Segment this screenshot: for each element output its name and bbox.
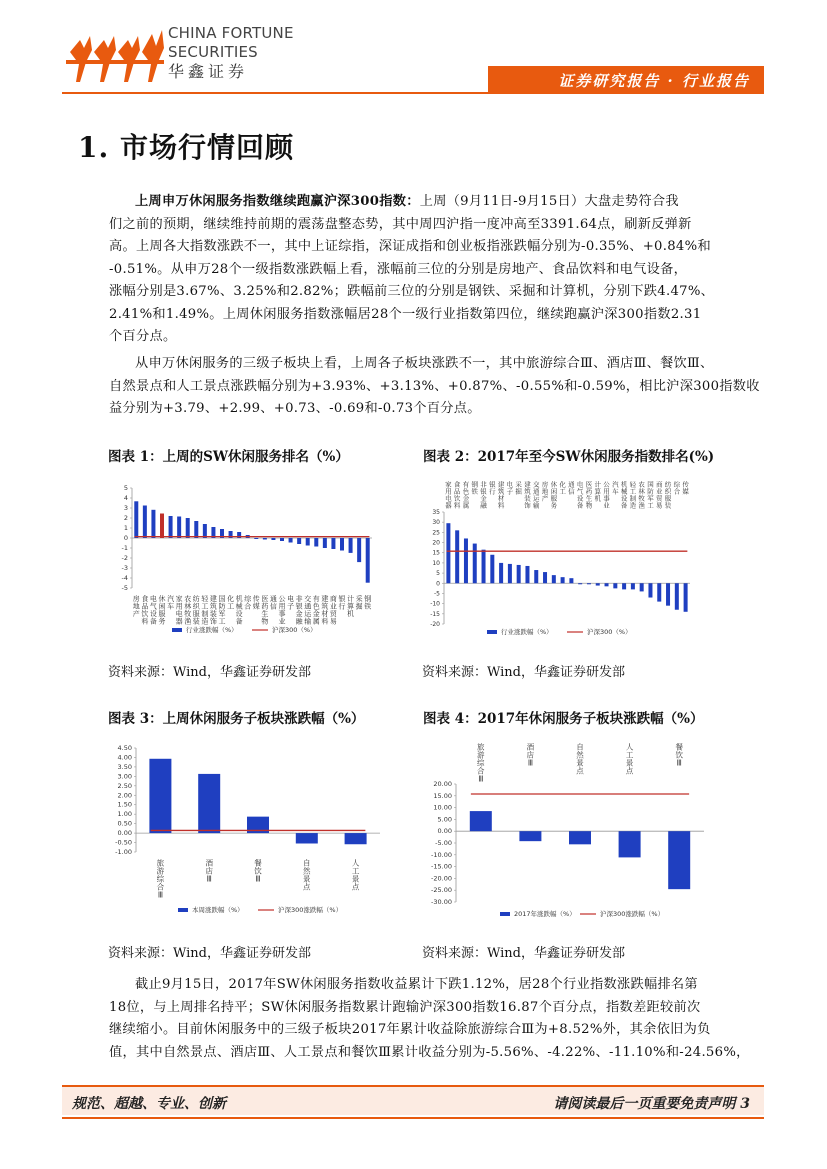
bar	[297, 538, 301, 544]
paragraph-3	[109, 974, 761, 1064]
y-tick-label: 4.00	[117, 753, 132, 762]
category-label: 电子	[287, 595, 295, 611]
bar	[666, 583, 670, 605]
y-tick-label: 0	[436, 580, 440, 588]
bar	[340, 538, 344, 551]
bar	[314, 538, 318, 547]
category-label: 汽车	[167, 595, 175, 611]
legend-label: 沪深300涨跌幅（%）	[600, 910, 665, 918]
y-tick-label: -2	[121, 554, 128, 562]
bar	[254, 538, 258, 539]
category-label: 交通运输	[533, 480, 540, 510]
bar	[657, 583, 661, 601]
category-label: 传媒	[682, 480, 689, 496]
category-label: 化工	[227, 595, 235, 611]
y-tick-label: 0	[123, 534, 128, 542]
legend-label: 行业涨跌幅（%）	[186, 626, 238, 634]
paragraph-1-line: 高。上周各大指数涨跌不一，其中上证综指，深证成指和创业板指涨跌幅分别为-0.35%、+0.84%和	[109, 239, 711, 254]
category-label: 电子	[506, 480, 514, 496]
bar	[464, 538, 468, 583]
category-label: 医药生物	[261, 595, 269, 626]
y-tick-label: -5	[434, 590, 440, 598]
y-tick-label: 2.50	[117, 781, 132, 790]
category-label: 食品饮料	[453, 480, 461, 510]
bar	[169, 516, 173, 538]
category-label: 商业贸易	[329, 595, 337, 626]
paragraph-1-lead: 上周申万休闲服务指数继续跑赢沪深300指数：	[135, 194, 420, 209]
bar	[149, 759, 171, 833]
y-tick-label: -5	[121, 584, 128, 592]
y-tick-label: -25.00	[431, 886, 452, 895]
bar	[263, 538, 267, 540]
bar	[499, 563, 503, 583]
category-label: 综合	[244, 595, 252, 611]
bar	[186, 518, 190, 538]
category-label: 纺织服装	[192, 595, 200, 626]
y-tick-label: -5.00	[435, 839, 452, 847]
bar	[289, 538, 293, 543]
legend-label: 沪深300（%）	[587, 628, 632, 636]
category-label: 纺织服装	[664, 480, 672, 510]
y-tick-label: -30.00	[431, 898, 452, 906]
category-label: 餐饮 Ⅲ	[254, 858, 262, 884]
category-label: 房地产	[132, 595, 140, 618]
category-label: 休闲服务	[158, 595, 166, 626]
bar	[331, 538, 335, 549]
y-tick-label: -3	[121, 564, 128, 572]
category-label: 食品饮料	[141, 595, 149, 626]
bar	[446, 523, 450, 583]
y-tick-label: 5	[436, 570, 440, 578]
y-tick-label: 2.00	[117, 791, 132, 800]
y-tick-label: -20	[430, 621, 440, 628]
bar	[306, 538, 310, 546]
y-tick-label: 0.50	[117, 819, 132, 828]
bar	[349, 538, 353, 553]
bar	[648, 583, 652, 597]
bar	[470, 811, 492, 831]
y-tick-label: -20.00	[431, 874, 452, 883]
category-label: 自然景点	[576, 742, 584, 776]
bar	[587, 583, 591, 584]
bar	[177, 517, 181, 539]
figure-4-chart	[422, 740, 707, 925]
category-label: 采掘	[355, 595, 363, 611]
bar	[640, 583, 644, 591]
china-fortune-logo-icon	[66, 22, 166, 84]
legend-swatch-bar	[487, 630, 497, 634]
paragraph-1-line: 们之前的预期，继续维持前期的震荡盘整态势，其中周四沪指一度冲高至3391.64点，刷新反弹新	[109, 216, 692, 232]
bar	[151, 510, 155, 538]
figure-4-source: 资料来源：Wind，华鑫证券研发部	[422, 946, 625, 961]
legend-swatch-bar	[500, 912, 510, 916]
bar	[605, 583, 609, 586]
legend-label: 本周涨跌幅（%）	[192, 906, 244, 914]
paragraph-3-line: 继续缩小。目前休闲服务中的三级子板块2017年累计收益除旅游综合Ⅲ为+8.52%外，其余依旧为负	[109, 1022, 711, 1037]
category-label: 国防军工	[647, 480, 654, 510]
bar	[569, 831, 591, 844]
bar	[517, 565, 521, 583]
legend-label: 行业涨跌幅（%）	[501, 628, 553, 636]
category-label: 家用电器	[445, 480, 452, 510]
y-tick-label: 0.00	[437, 827, 452, 836]
figure-1-caption: 图表 1：上周的SW休闲服务排名（%）	[108, 449, 349, 465]
category-label: 非银金融	[295, 595, 303, 626]
paragraph-3-line: 18位，与上周排名持平；SW休闲服务指数累计跑输沪深300指数16.87个百分点，指数差距较前次	[109, 999, 701, 1015]
footer	[62, 1085, 764, 1119]
y-tick-label: 5	[123, 484, 128, 492]
figure-2-source: 资料来源：Wind，华鑫证券研发部	[422, 665, 625, 680]
y-tick-label: 10.00	[433, 803, 452, 812]
section-title: 1. 市场行情回顾	[78, 131, 294, 164]
legend-label: 沪深300涨跌幅（%）	[278, 906, 343, 914]
bar	[619, 831, 641, 857]
category-label: 传媒	[252, 595, 260, 611]
bar	[143, 506, 147, 539]
figure-2-caption: 图表 2：2017年至今SW休闲服务指数排名(%)	[423, 449, 715, 465]
category-label: 钢铁	[471, 480, 478, 496]
category-label: 钢铁	[364, 595, 372, 611]
bar	[508, 564, 512, 583]
category-label: 交通运输	[304, 595, 312, 626]
paragraph-2-line: 从申万休闲服务的三级子板块上看，上周各子板块涨跌不一，其中旅游综合Ⅲ、酒店Ⅲ、餐饮Ⅲ、	[135, 356, 714, 371]
y-tick-label: -15.00	[431, 862, 452, 871]
bar	[271, 538, 275, 540]
brand-name	[168, 24, 294, 81]
bar	[194, 521, 198, 538]
bar	[596, 583, 600, 585]
figure-2-chart	[422, 476, 692, 646]
paragraph-1	[109, 191, 761, 349]
paragraph-3-line: 值，其中自然景点、酒店Ⅲ、人工景点和餐饮Ⅲ累计收益分别为-5.56%、-4.22%、-11.10%和-24.56%，	[109, 1044, 750, 1060]
bar	[345, 833, 367, 844]
y-tick-label: 0.00	[117, 829, 132, 838]
footer-motto: 规范、超越、专业、创新	[72, 1096, 226, 1112]
bar	[203, 524, 207, 538]
category-label: 旅游综合 Ⅲ	[477, 742, 485, 784]
y-tick-label: -0.50	[115, 838, 132, 847]
category-label: 农林牧渔	[184, 595, 192, 626]
category-label: 酒店 Ⅲ	[526, 742, 535, 768]
category-label: 房地产	[541, 480, 549, 503]
category-label: 有色金属	[462, 480, 470, 510]
paragraph-2-line: 自然景点和人工景点涨跌幅分别为+3.93%、+3.13%、+0.87%、-0.55%和-0.59%，相比沪深300指数收	[109, 378, 760, 394]
bar	[534, 570, 538, 583]
bar	[578, 583, 582, 584]
report-type-label: 证券研究报告 · 行业报告	[558, 72, 750, 90]
y-tick-label: 3	[123, 504, 128, 512]
y-tick-label: -1.00	[115, 848, 132, 856]
bar	[160, 514, 164, 539]
y-tick-label: 1.50	[117, 800, 132, 809]
figure-1-source: 资料来源：Wind，华鑫证券研发部	[108, 665, 311, 680]
y-tick-label: 3.50	[117, 762, 132, 771]
brand-en-line1: CHINA FORTUNE	[168, 24, 294, 42]
category-label: 建筑材料	[497, 480, 505, 510]
category-label: 国防军工	[218, 595, 226, 626]
category-label: 银行	[338, 595, 346, 611]
category-label: 电气设备	[576, 480, 584, 510]
paragraph-1-line-text: 上周（9月11日-9月15日）大盘走势符合我	[419, 194, 679, 209]
category-label: 公用事业	[603, 480, 610, 510]
category-label: 非银金融	[480, 480, 487, 510]
bar	[684, 583, 688, 612]
bar	[668, 831, 690, 889]
bar	[552, 575, 556, 583]
category-label: 农林牧渔	[638, 480, 645, 510]
category-label: 休闲服务	[550, 480, 558, 510]
bar	[357, 538, 361, 562]
bar	[482, 550, 486, 584]
category-label: 自然景点	[303, 858, 311, 892]
category-label: 酒店 Ⅲ	[205, 858, 213, 884]
legend-swatch-bar	[172, 628, 182, 632]
bar	[490, 555, 494, 584]
category-label: 汽车	[612, 480, 619, 496]
bar	[134, 501, 138, 538]
y-tick-label: -10.00	[431, 850, 452, 859]
bar	[366, 538, 370, 583]
category-label: 机械设备	[235, 595, 243, 626]
category-label: 建筑装饰	[209, 595, 217, 626]
y-tick-label: 4	[123, 494, 128, 502]
y-tick-label: 15	[432, 549, 440, 557]
legend-swatch-bar	[178, 908, 188, 912]
paragraph-3-line: 截止9月15日，2017年SW休闲服务指数收益累计下跌1.12%，居28个行业指数涨跌幅排名第	[135, 977, 698, 992]
paragraph-1-line	[109, 191, 761, 214]
bar	[561, 577, 565, 583]
y-tick-label: 20	[432, 539, 440, 547]
y-tick-label: 1.00	[117, 810, 132, 819]
report-type-banner	[488, 66, 764, 94]
brand-en-line2: SECURITIES	[168, 43, 258, 61]
paragraph-1-line: 涨幅分别是3.67%、3.25%和2.82%；跌幅前三位的分别是钢铁、采掘和计算机，分别下跌4.47%、	[109, 284, 715, 299]
figure-4-caption: 图表 4：2017年休闲服务子板块涨跌幅（%）	[423, 711, 704, 727]
header-divider	[62, 92, 764, 94]
category-label: 机械设备	[620, 480, 628, 510]
paragraph-1-line: -0.51%。从申万28个一级指数涨跌幅上看，涨幅前三位的分别是房地产、食品饮料和电气设备，	[109, 261, 688, 277]
legend-label: 2017年涨跌幅（%）	[514, 910, 576, 918]
category-label: 建筑材料	[321, 595, 329, 626]
bar	[323, 538, 327, 548]
bar	[296, 833, 318, 843]
figure-3-caption: 图表 3：上周休闲服务子板块涨跌幅（%）	[108, 711, 365, 727]
y-tick-label: 5.00	[437, 815, 452, 824]
y-tick-label: 15.00	[433, 791, 452, 800]
y-tick-label: 2	[123, 514, 128, 522]
category-label: 人工景点	[351, 858, 360, 892]
figure-1-chart	[110, 476, 380, 646]
paragraph-1-line: 2.41%和1.49%。上周休闲服务指数涨幅居28个一级行业指数第四位，继续跑赢沪深300指数2.31	[109, 306, 702, 322]
bar	[675, 583, 679, 609]
footer-disclaimer: 请阅读最后一页重要免责声明 3	[553, 1096, 750, 1112]
bar	[631, 583, 635, 589]
y-tick-label: 25	[432, 529, 440, 537]
bar	[455, 530, 459, 583]
category-label: 公用事业	[278, 595, 286, 626]
bar	[569, 578, 573, 583]
category-label: 通信	[568, 480, 575, 496]
paragraph-2-line: 益分别为+3.79、+2.99、+0.73、-0.69和-0.73个百分点。	[109, 401, 481, 416]
paragraph-2	[109, 353, 761, 421]
y-tick-label: -4	[121, 574, 128, 582]
category-label: 综合	[673, 480, 681, 496]
paragraph-1-line: 个百分点。	[109, 329, 177, 344]
bar	[473, 544, 477, 584]
y-tick-label: 10	[432, 559, 440, 567]
category-label: 餐饮 Ⅲ	[675, 742, 683, 768]
category-label: 化工	[559, 480, 566, 496]
category-label: 计算机	[347, 595, 355, 618]
y-tick-label: 1	[123, 524, 128, 532]
bar	[622, 583, 626, 589]
category-label: 电气设备	[149, 595, 157, 626]
y-tick-label: 3.00	[117, 772, 132, 781]
category-label: 采掘	[515, 480, 522, 496]
figure-3-source: 资料来源：Wind，华鑫证券研发部	[108, 946, 311, 961]
figure-3-chart	[110, 740, 390, 925]
brand-cn: 华鑫证券	[168, 62, 249, 81]
category-label: 建筑装饰	[524, 480, 531, 510]
category-label: 轻工制造	[201, 595, 209, 626]
category-label: 银行	[489, 480, 496, 496]
legend-label: 沪深300（%）	[272, 626, 317, 634]
category-label: 商业贸易	[656, 480, 663, 510]
category-label: 家用电器	[175, 595, 183, 626]
category-label: 通信	[269, 595, 277, 611]
category-label: 旅游综合 Ⅲ	[156, 858, 165, 900]
category-label: 轻工制造	[629, 480, 637, 510]
bar	[543, 572, 547, 583]
category-label: 人工景点	[625, 742, 634, 776]
y-tick-label: -15	[430, 610, 440, 618]
y-tick-label: 4.50	[117, 744, 132, 752]
bar	[525, 566, 529, 583]
bar	[198, 774, 220, 833]
category-label: 有色金属	[312, 595, 320, 626]
y-tick-label: -10	[430, 600, 440, 608]
bar	[613, 583, 617, 588]
y-tick-label: 35	[432, 509, 440, 516]
category-label: 计算机	[594, 480, 601, 503]
y-tick-label: 30	[432, 519, 440, 527]
category-label: 医药生物	[585, 480, 593, 510]
bar	[280, 538, 284, 541]
bar	[519, 831, 541, 841]
y-tick-label: -1	[121, 544, 128, 552]
y-tick-label: 20.00	[433, 780, 452, 788]
